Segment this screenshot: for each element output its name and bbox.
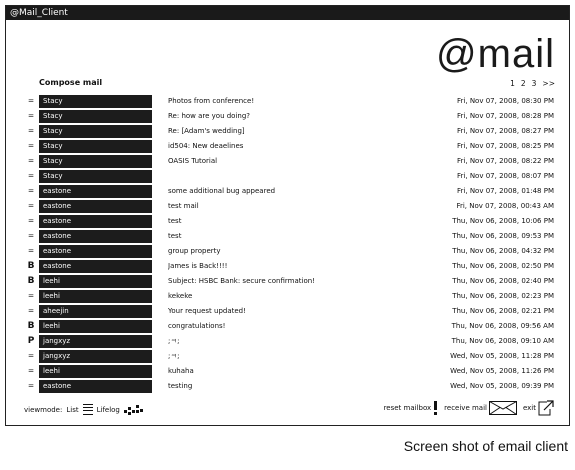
email-subject[interactable]: id504: New deaelines	[168, 142, 244, 150]
email-sender[interactable]: eastone	[39, 185, 152, 198]
email-date: Thu, Nov 06, 2008, 02:23 PM	[452, 292, 554, 300]
reset-mailbox-label: reset mailbox	[383, 404, 432, 412]
email-date: Fri, Nov 07, 2008, 01:48 PM	[457, 187, 554, 195]
email-date: Fri, Nov 07, 2008, 08:22 PM	[457, 157, 554, 165]
email-row[interactable]	[24, 274, 554, 289]
list-icon[interactable]	[83, 404, 93, 415]
email-sender[interactable]: Stacy	[39, 155, 152, 168]
email-status-marker: =	[27, 126, 35, 135]
email-subject[interactable]: ;ㅋ;	[168, 337, 180, 345]
compose-mail-link[interactable]: Compose mail	[39, 78, 103, 87]
email-date: Thu, Nov 06, 2008, 09:10 AM	[451, 337, 554, 345]
email-subject[interactable]: Your request updated!	[168, 307, 246, 315]
footer-actions	[384, 400, 554, 416]
email-sender[interactable]: leehi	[39, 365, 152, 378]
envelope-icon	[489, 401, 517, 415]
email-row[interactable]	[24, 259, 554, 274]
email-sender[interactable]: eastone	[39, 260, 152, 273]
email-subject[interactable]: kekeke	[168, 292, 193, 300]
email-status-marker: =	[27, 186, 35, 195]
email-sender[interactable]: jangxyz	[39, 335, 152, 348]
email-sender[interactable]: eastone	[39, 230, 152, 243]
email-status-marker: =	[27, 171, 35, 180]
email-subject[interactable]: Re: how are you doing?	[168, 112, 251, 120]
email-subject[interactable]: group property	[168, 247, 221, 255]
email-row[interactable]	[24, 229, 554, 244]
next-page-link[interactable]: >>	[542, 79, 555, 88]
page-2-link[interactable]: 2	[520, 79, 526, 88]
email-date: Thu, Nov 06, 2008, 10:06 PM	[452, 217, 554, 225]
email-date: Thu, Nov 06, 2008, 09:56 AM	[451, 322, 554, 330]
email-sender[interactable]: eastone	[39, 215, 152, 228]
email-row[interactable]	[24, 169, 554, 184]
email-list	[24, 94, 554, 394]
footer-bar	[24, 400, 554, 420]
email-row[interactable]	[24, 214, 554, 229]
viewmode-selector	[24, 404, 144, 415]
lifelog-icon[interactable]	[124, 404, 144, 415]
email-status-marker: =	[27, 111, 35, 120]
page-3-link[interactable]: 3	[531, 79, 537, 88]
email-row[interactable]	[24, 349, 554, 364]
email-subject[interactable]: test	[168, 232, 182, 240]
email-subject[interactable]: testing	[168, 382, 193, 390]
email-date: Fri, Nov 07, 2008, 08:07 PM	[457, 172, 554, 180]
email-subject[interactable]: OASIS Tutorial	[168, 157, 218, 165]
email-status-marker: P	[27, 336, 35, 346]
email-status-marker: B	[27, 261, 35, 271]
viewmode-list-option[interactable]: List	[66, 405, 79, 414]
email-status-marker: =	[27, 366, 35, 375]
email-sender[interactable]: Stacy	[39, 170, 152, 183]
email-date: Thu, Nov 06, 2008, 02:50 PM	[452, 262, 554, 270]
email-sender[interactable]: aheejin	[39, 305, 152, 318]
email-subject[interactable]: congratulations!	[168, 322, 226, 330]
email-status-marker: =	[27, 381, 35, 390]
page-1-link[interactable]: 1	[510, 79, 515, 88]
email-sender[interactable]: eastone	[39, 200, 152, 213]
email-status-marker: =	[27, 231, 35, 240]
email-sender[interactable]: leehi	[39, 290, 152, 303]
email-subject[interactable]: ;ㅋ;	[168, 352, 180, 360]
email-subject[interactable]: Subject: HSBC Bank: secure confirmation!	[168, 277, 315, 285]
email-status-marker: =	[27, 156, 35, 165]
email-status-marker: B	[27, 321, 35, 331]
email-sender[interactable]: Stacy	[39, 125, 152, 138]
email-sender[interactable]: Stacy	[39, 95, 152, 108]
email-row[interactable]	[24, 139, 554, 154]
email-sender[interactable]: Stacy	[39, 140, 152, 153]
email-row[interactable]	[24, 364, 554, 379]
email-subject[interactable]: Re: [Adam's wedding]	[168, 127, 245, 135]
email-sender[interactable]: jangxyz	[39, 350, 152, 363]
email-row[interactable]	[24, 184, 554, 199]
email-sender[interactable]: leehi	[39, 320, 152, 333]
email-date: Fri, Nov 07, 2008, 00:43 AM	[456, 202, 554, 210]
email-row[interactable]	[24, 304, 554, 319]
email-date: Fri, Nov 07, 2008, 08:25 PM	[457, 142, 554, 150]
email-status-marker: =	[27, 246, 35, 255]
viewmode-lifelog-option[interactable]: Lifelog	[96, 405, 120, 414]
pagination	[510, 79, 555, 88]
email-row[interactable]	[24, 94, 554, 109]
email-date: Thu, Nov 06, 2008, 02:40 PM	[452, 277, 554, 285]
email-sender[interactable]: leehi	[39, 275, 152, 288]
exit-label: exit	[522, 404, 536, 412]
viewmode-label: viewmode:	[24, 405, 63, 414]
email-date: Fri, Nov 07, 2008, 08:27 PM	[457, 127, 554, 135]
email-sender[interactable]: eastone	[39, 245, 152, 258]
exit-icon	[538, 400, 554, 416]
email-status-marker: =	[27, 351, 35, 360]
email-status-marker: B	[27, 276, 35, 286]
email-subject[interactable]: some additional bug appeared	[168, 187, 276, 195]
email-row[interactable]	[24, 319, 554, 334]
email-subject[interactable]: test mail	[168, 202, 199, 210]
email-date: Wed, Nov 05, 2008, 11:28 PM	[450, 352, 554, 360]
email-subject[interactable]: James is Back!!!!	[168, 262, 228, 270]
email-row[interactable]	[24, 124, 554, 139]
email-date: Fri, Nov 07, 2008, 08:30 PM	[457, 97, 554, 105]
email-row[interactable]	[24, 379, 554, 394]
email-subject[interactable]: kuhaha	[168, 367, 194, 375]
email-sender[interactable]: Stacy	[39, 110, 152, 123]
email-row[interactable]	[24, 244, 554, 259]
email-status-marker: =	[27, 216, 35, 225]
email-subject[interactable]: test	[168, 217, 182, 225]
email-date: Wed, Nov 05, 2008, 11:26 PM	[450, 367, 554, 375]
email-status-marker: =	[27, 96, 35, 105]
email-date: Thu, Nov 06, 2008, 02:21 PM	[452, 307, 554, 315]
figure-caption: Screen shot of email client	[403, 438, 568, 454]
email-date: Thu, Nov 06, 2008, 09:53 PM	[452, 232, 554, 240]
email-row[interactable]	[24, 154, 554, 169]
email-sender[interactable]: eastone	[39, 380, 152, 393]
email-row[interactable]	[24, 199, 554, 214]
email-date: Fri, Nov 07, 2008, 08:28 PM	[457, 112, 554, 120]
receive-mail-button[interactable]	[444, 401, 517, 415]
email-row[interactable]	[24, 109, 554, 124]
app-logo: @mail	[436, 32, 555, 76]
exit-button[interactable]	[523, 400, 554, 416]
window-title: @Mail_Client	[6, 6, 569, 20]
email-status-marker: =	[27, 201, 35, 210]
email-subject[interactable]: Photos from conference!	[168, 97, 255, 105]
email-status-marker: =	[27, 141, 35, 150]
reset-mailbox-button[interactable]	[384, 401, 439, 415]
email-date: Thu, Nov 06, 2008, 04:32 PM	[452, 247, 554, 255]
exclamation-icon	[433, 401, 438, 415]
email-row[interactable]	[24, 289, 554, 304]
mail-client-window	[5, 5, 570, 426]
receive-mail-label: receive mail	[444, 404, 487, 412]
email-date: Wed, Nov 05, 2008, 09:39 PM	[450, 382, 554, 390]
email-row[interactable]	[24, 334, 554, 349]
email-status-marker: =	[27, 306, 35, 315]
email-status-marker: =	[27, 291, 35, 300]
